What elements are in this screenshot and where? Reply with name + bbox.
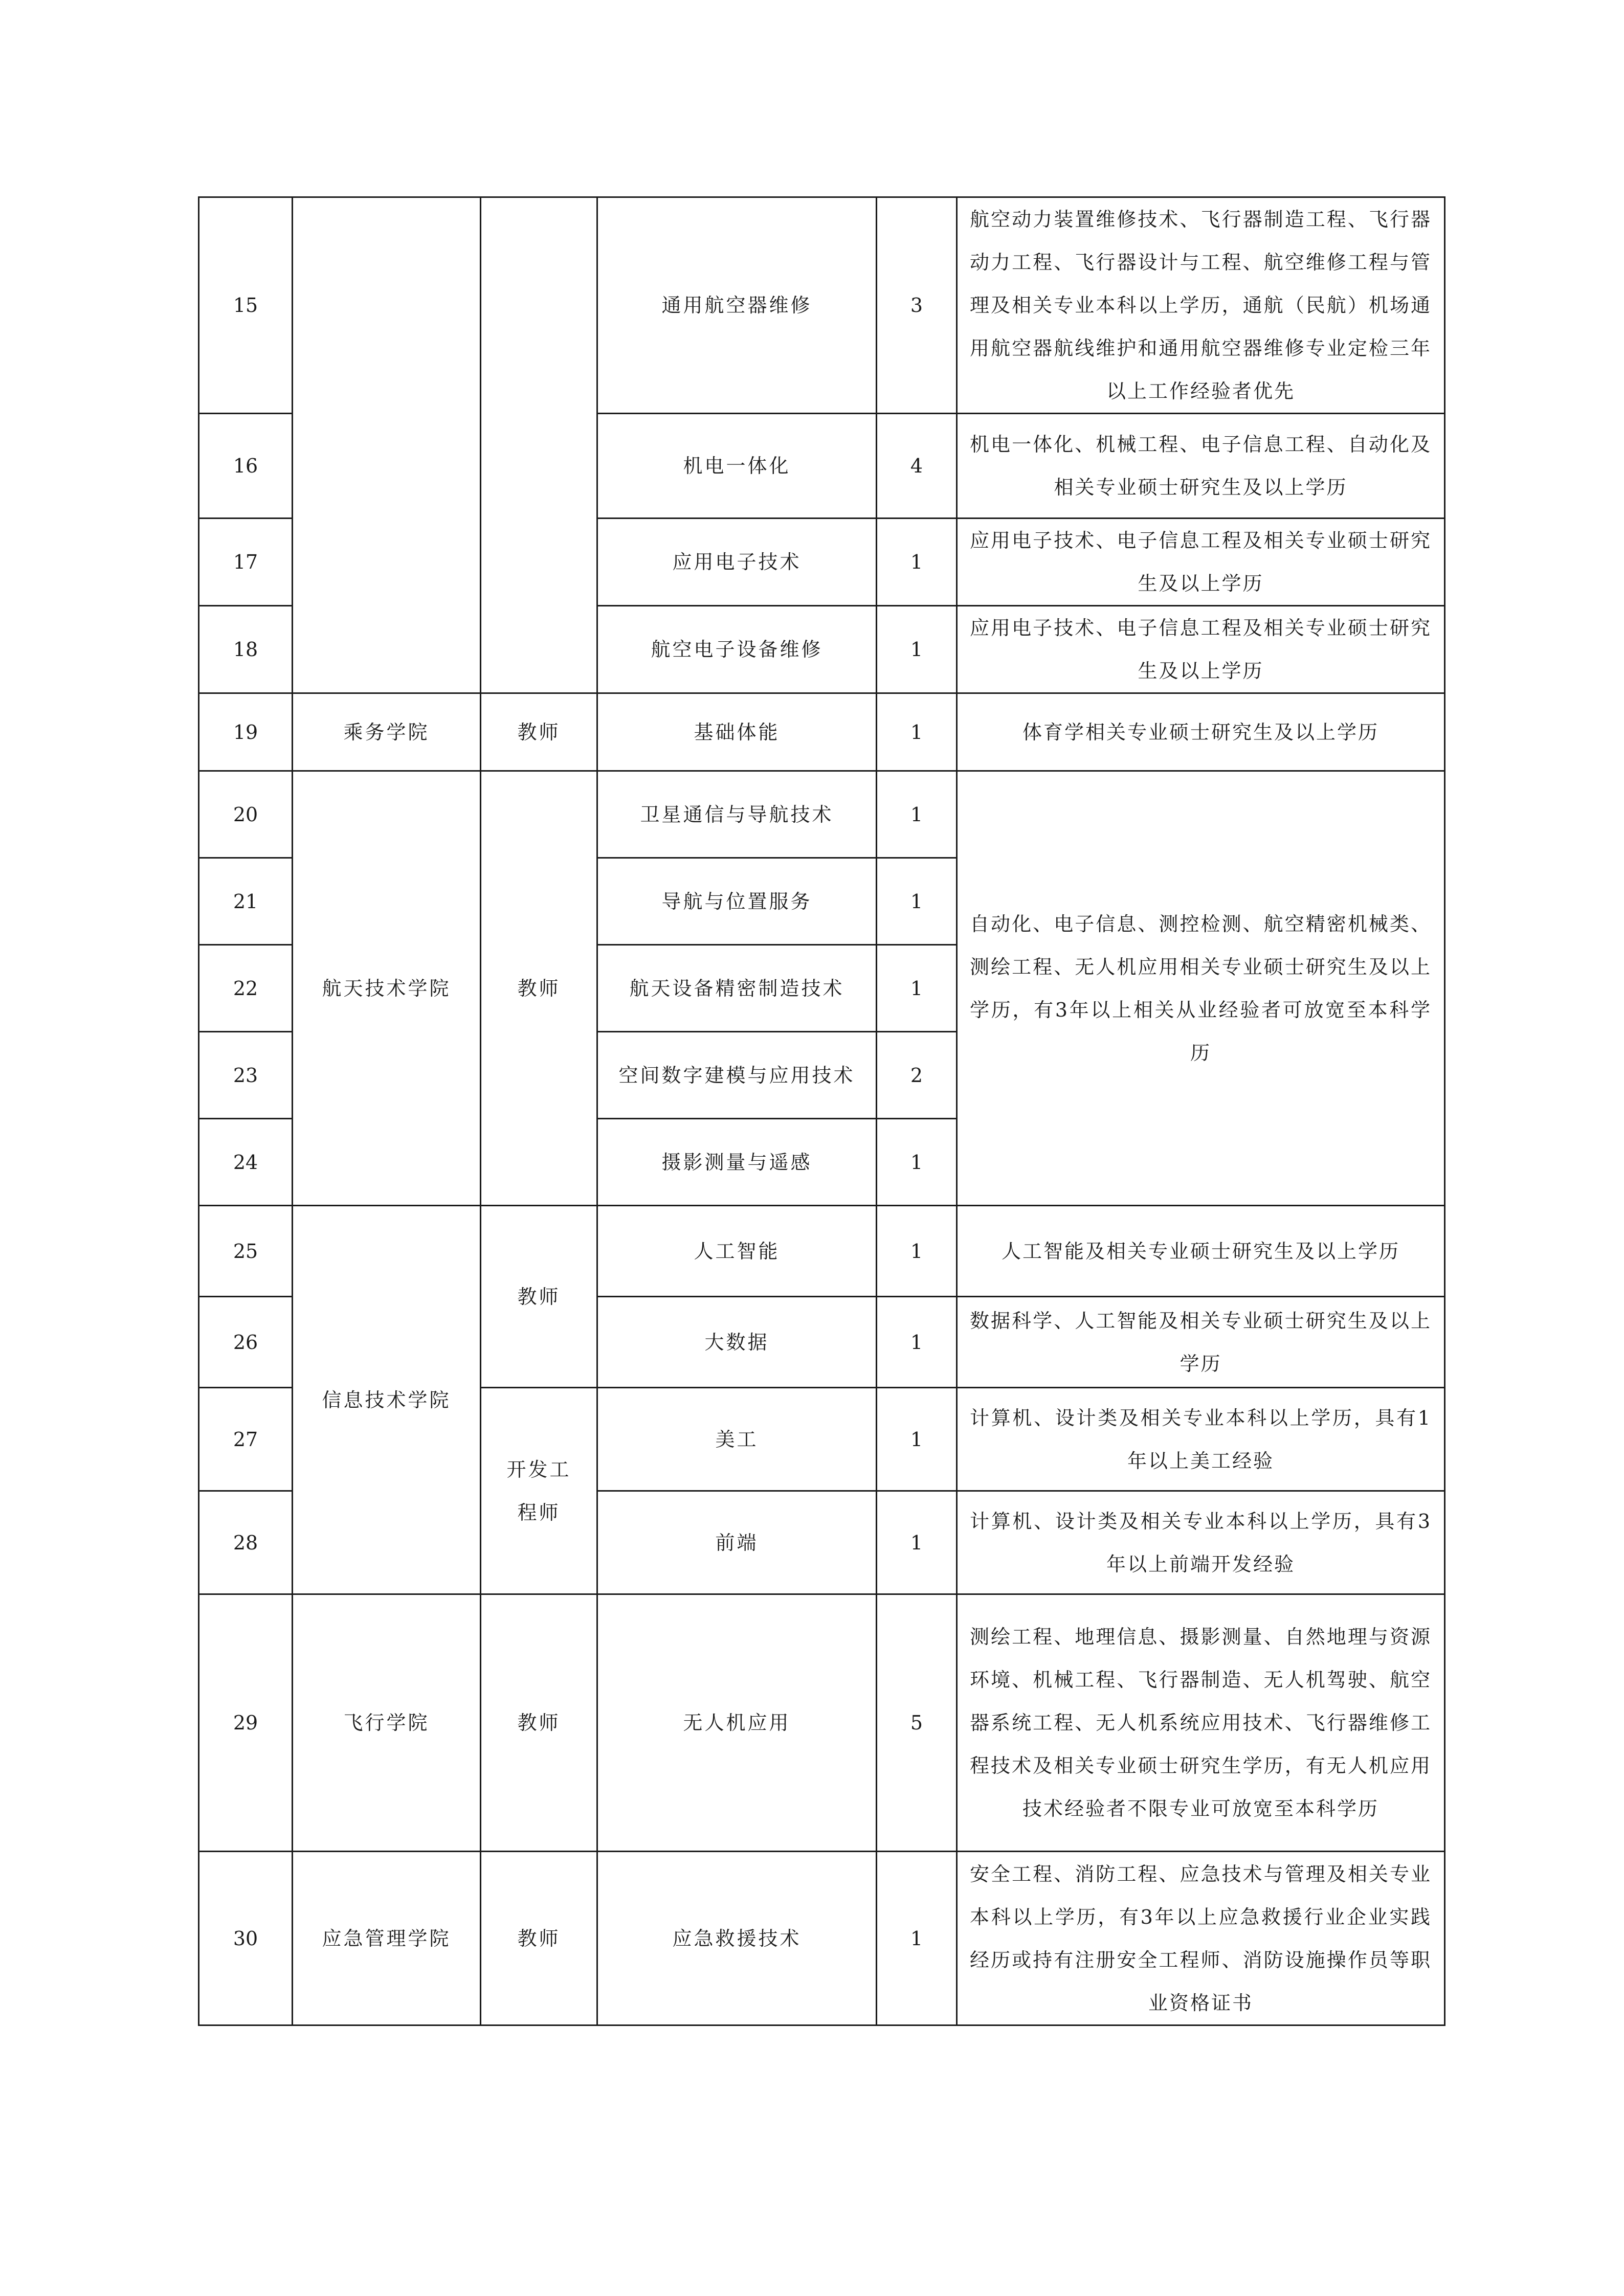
count-cell: 2 <box>877 1032 957 1119</box>
table-row <box>199 1852 1445 2025</box>
major-cell: 导航与位置服务 <box>597 858 877 945</box>
major-cell: 卫星通信与导航技术 <box>597 771 877 858</box>
major-cell: 航空电子设备维修 <box>597 606 877 693</box>
row-number: 29 <box>199 1594 293 1852</box>
major-cell: 无人机应用 <box>597 1594 877 1852</box>
requirement-cell: 人工智能及相关专业硕士研究生及以上学历 <box>957 1206 1445 1297</box>
table-row <box>199 1206 1445 1297</box>
count-cell: 1 <box>877 1852 957 2025</box>
position-cell: 教师 <box>481 1206 597 1388</box>
major-cell: 航天设备精密制造技术 <box>597 945 877 1032</box>
position-cell: 教师 <box>481 693 597 771</box>
row-number: 26 <box>199 1297 293 1388</box>
row-number: 18 <box>199 606 293 693</box>
count-cell: 5 <box>877 1594 957 1852</box>
count-cell: 1 <box>877 519 957 606</box>
row-number: 16 <box>199 414 293 519</box>
count-cell: 4 <box>877 414 957 519</box>
position-cell: 开发工程师 <box>481 1388 597 1594</box>
recruitment-table <box>198 196 1445 2026</box>
row-number: 27 <box>199 1388 293 1491</box>
requirement-cell: 计算机、设计类及相关专业本科以上学历，具有3年以上前端开发经验 <box>957 1491 1445 1594</box>
row-number: 21 <box>199 858 293 945</box>
count-cell: 1 <box>877 693 957 771</box>
row-number: 15 <box>199 197 293 414</box>
college-cell: 飞行学院 <box>293 1594 481 1852</box>
table-row <box>199 197 1445 414</box>
count-cell: 1 <box>877 945 957 1032</box>
count-cell: 1 <box>877 1388 957 1491</box>
major-cell: 大数据 <box>597 1297 877 1388</box>
requirement-cell: 航空动力装置维修技术、飞行器制造工程、飞行器动力工程、飞行器设计与工程、航空维修工程与管理及相关专业本科以上学历，通航（民航）机场通用航空器航线维护和通用航空器维修专业定检三年以上工作经验者优先 <box>957 197 1445 414</box>
row-number: 20 <box>199 771 293 858</box>
requirement-cell: 计算机、设计类及相关专业本科以上学历，具有1年以上美工经验 <box>957 1388 1445 1491</box>
table-row <box>199 771 1445 858</box>
major-cell: 空间数字建模与应用技术 <box>597 1032 877 1119</box>
position-cell: 教师 <box>481 1594 597 1852</box>
row-number: 30 <box>199 1852 293 2025</box>
row-number: 22 <box>199 945 293 1032</box>
count-cell: 1 <box>877 858 957 945</box>
major-cell: 应急救援技术 <box>597 1852 877 2025</box>
major-cell: 前端 <box>597 1491 877 1594</box>
requirement-cell: 应用电子技术、电子信息工程及相关专业硕士研究生及以上学历 <box>957 519 1445 606</box>
college-cell: 应急管理学院 <box>293 1852 481 2025</box>
requirement-cell: 应用电子技术、电子信息工程及相关专业硕士研究生及以上学历 <box>957 606 1445 693</box>
row-number: 28 <box>199 1491 293 1594</box>
row-number: 24 <box>199 1119 293 1206</box>
count-cell: 1 <box>877 1206 957 1297</box>
requirement-cell: 体育学相关专业硕士研究生及以上学历 <box>957 693 1445 771</box>
major-cell: 通用航空器维修 <box>597 197 877 414</box>
count-cell: 1 <box>877 1491 957 1594</box>
count-cell: 3 <box>877 197 957 414</box>
requirement-cell: 测绘工程、地理信息、摄影测量、自然地理与资源环境、机械工程、飞行器制造、无人机驾驶、航空器系统工程、无人机系统应用技术、飞行器维修工程技术及相关专业硕士研究生学历，有无人机应用技术经验者不限专业可放宽至本科学历 <box>957 1594 1445 1852</box>
row-number: 17 <box>199 519 293 606</box>
major-cell: 美工 <box>597 1388 877 1491</box>
requirement-cell: 数据科学、人工智能及相关专业硕士研究生及以上学历 <box>957 1297 1445 1388</box>
major-cell: 机电一体化 <box>597 414 877 519</box>
row-number: 19 <box>199 693 293 771</box>
position-cell-empty <box>481 197 597 693</box>
major-cell: 应用电子技术 <box>597 519 877 606</box>
table-row <box>199 1594 1445 1852</box>
major-cell: 摄影测量与遥感 <box>597 1119 877 1206</box>
major-cell: 基础体能 <box>597 693 877 771</box>
college-cell-empty <box>293 197 481 693</box>
row-number: 25 <box>199 1206 293 1297</box>
position-cell: 教师 <box>481 771 597 1206</box>
table-row <box>199 693 1445 771</box>
count-cell: 1 <box>877 606 957 693</box>
row-number: 23 <box>199 1032 293 1119</box>
college-cell: 信息技术学院 <box>293 1206 481 1594</box>
requirement-cell: 机电一体化、机械工程、电子信息工程、自动化及相关专业硕士研究生及以上学历 <box>957 414 1445 519</box>
position-cell: 教师 <box>481 1852 597 2025</box>
requirement-cell: 安全工程、消防工程、应急技术与管理及相关专业本科以上学历，有3年以上应急救援行业企业实践经历或持有注册安全工程师、消防设施操作员等职业资格证书 <box>957 1852 1445 2025</box>
requirement-cell: 自动化、电子信息、测控检测、航空精密机械类、测绘工程、无人机应用相关专业硕士研究生及以上学历，有3年以上相关从业经验者可放宽至本科学历 <box>957 771 1445 1206</box>
college-cell: 航天技术学院 <box>293 771 481 1206</box>
count-cell: 1 <box>877 771 957 858</box>
count-cell: 1 <box>877 1119 957 1206</box>
college-cell: 乘务学院 <box>293 693 481 771</box>
major-cell: 人工智能 <box>597 1206 877 1297</box>
count-cell: 1 <box>877 1297 957 1388</box>
